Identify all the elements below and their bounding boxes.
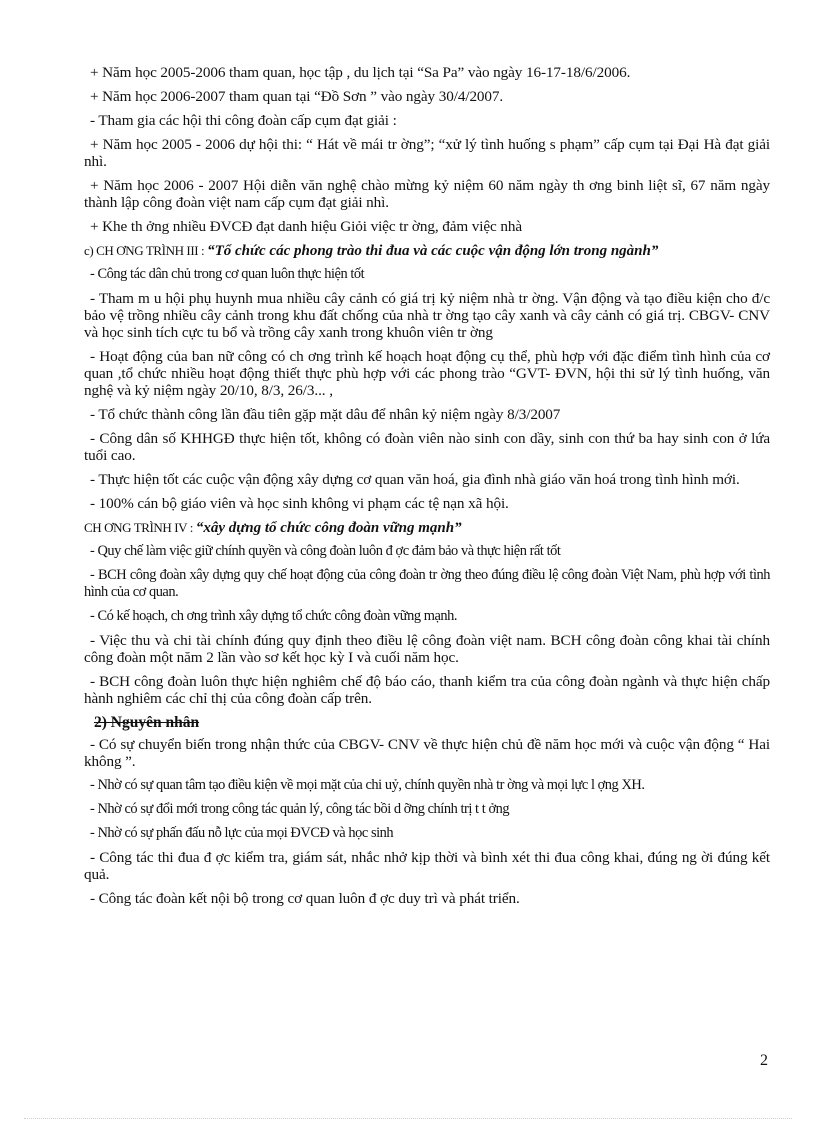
section-title: “Tổ chức các phong trào thi đua và các cuộc vận động lớn trong ngành”: [207, 243, 659, 259]
paragraph: - Công tác dân chủ trong cơ quan luôn thực hiện tốt: [90, 266, 365, 282]
paragraph: - BCH công đoàn xây dựng quy chế hoạt động của công đoàn tr ờng theo đúng điều lệ công đoàn Việt Nam, phù hợp với tình hình của cơ quan.: [84, 567, 770, 600]
paragraph: - Thực hiện tốt các cuộc vận động xây dựng cơ quan văn hoá, gia đình nhà giáo văn hoá trong tình hình mới.: [90, 471, 740, 488]
paragraph: - 100% cán bộ giáo viên và học sinh không vi phạm các tệ nạn xã hội.: [90, 495, 509, 512]
paragraph: + Năm học 2005 - 2006 dự hội thi: “ Hát về mái tr ờng”; “xử lý tình huống s phạm” cấp cụm tại Đại Hà đạt giải nhì.: [84, 136, 770, 170]
paragraph: - Việc thu và chi tài chính đúng quy định theo điều lệ công đoàn việt nam. BCH công đoàn công khai tài chính công đoàn một năm 2 lần vào sơ kết học kỳ I và cuối năm học.: [84, 632, 770, 666]
page-bottom-divider: [24, 1118, 792, 1119]
section-heading-program-3: [84, 242, 770, 260]
section-heading-causes: 2) Nguyên nhân: [94, 714, 200, 731]
paragraph: + Năm học 2006 - 2007 Hội diễn văn nghệ chào mừng kỷ niệm 60 năm ngày th ơng binh liệt sĩ, 67 năm ngày thành lập công đoàn việt nam cấp cụm đạt giải nhì.: [84, 177, 770, 211]
document-body: [84, 64, 770, 914]
paragraph: - Công tác thi đua đ ợc kiểm tra, giám sát, nhắc nhở kịp thời và bình xét thi đua công khai, đúng ng ời đúng kết quả.: [84, 849, 770, 883]
section-title: “xây dựng tổ chức công đoàn vững mạnh”: [195, 520, 462, 536]
paragraph: + Năm học 2006-2007 tham quan tại “Đồ Sơn ” vào ngày 30/4/2007.: [90, 88, 504, 105]
paragraph: + Khe th ởng nhiều ĐVCĐ đạt danh hiệu Giỏi việc tr ờng, đảm việc nhà: [90, 218, 523, 235]
paragraph: - Tham m u hội phụ huynh mua nhiều cây cảnh có giá trị kỷ niệm nhà tr ờng. Vận động và tạo điều kiện cho đ/c bảo vệ trồng nhiều cây cảnh trong khu đất chống của nhà tr ờng tạo cây xanh và cây cảnh có giá trị. CBGV- CNV và học sinh tích cực tu bổ và trồng cây xanh trong khuôn viên tr ờng: [84, 290, 770, 341]
paragraph: - Công tác đoàn kết nội bộ trong cơ quan luôn đ ợc duy trì và phát triển.: [90, 890, 520, 907]
paragraph: - Tham gia các hội thi công đoàn cấp cụm đạt giải :: [90, 112, 397, 129]
paragraph: - Nhờ có sự phấn đấu nỗ lực của mọi ĐVCĐ và học sinh: [90, 825, 394, 841]
page-number: 2: [760, 1052, 768, 1069]
paragraph: - Nhờ có sự đổi mới trong công tác quản lý, công tác bồi d ỡng chính trị t t ởng: [90, 801, 510, 817]
section-label: c) CH ƠNG TRÌNH III :: [84, 243, 208, 258]
paragraph: - Nhờ có sự quan tâm tạo điều kiện về mọi mặt của chi uỷ, chính quyền nhà tr ờng và mọi lực l ợng XH.: [90, 777, 645, 793]
paragraph: - Quy chế làm việc giữ chính quyền và công đoàn luôn đ ợc đảm bảo và thực hiện rất tốt: [90, 543, 561, 559]
paragraph: - Có kế hoạch, ch ơng trình xây dựng tổ chức công đoàn vững mạnh.: [90, 608, 458, 624]
paragraph: - Công dân số KHHGĐ thực hiện tốt, không có đoàn viên nào sinh con dầy, sinh con thứ ba hay sinh con ở lứa tuổi cao.: [84, 430, 770, 464]
paragraph: - Hoạt động của ban nữ công có ch ơng trình kế hoạch hoạt động cụ thể, phù hợp với đặc điểm tình hình của cơ quan ,tổ chức nhiều hoạt động thiết thực phù hợp với các phong trào “GVT- ĐVN, hội thi sử lý tình huống, văn nghệ và kỷ niệm ngày 20/10, 8/3, 26/3... ,: [84, 348, 770, 399]
section-heading-program-4: [84, 519, 770, 537]
section-label: CH ƠNG TRÌNH IV :: [84, 520, 196, 535]
paragraph: - Có sự chuyển biến trong nhận thức của CBGV- CNV về thực hiện chủ đề năm học mới và cuộc vận động “ Hai không ”.: [84, 736, 770, 770]
paragraph: + Năm học 2005-2006 tham quan, học tập , du lịch tại “Sa Pa” vào ngày 16-17-18/6/2006.: [90, 64, 631, 81]
paragraph: - BCH công đoàn luôn thực hiện nghiêm chế độ báo cáo, thanh kiểm tra của công đoàn ngành và thực hiện chấp hành nghiêm các chỉ thị của công đoàn cấp trên.: [84, 673, 770, 707]
paragraph: - Tổ chức thành công lần đầu tiên gặp mặt dâu để nhân kỷ niệm ngày 8/3/2007: [90, 406, 561, 423]
